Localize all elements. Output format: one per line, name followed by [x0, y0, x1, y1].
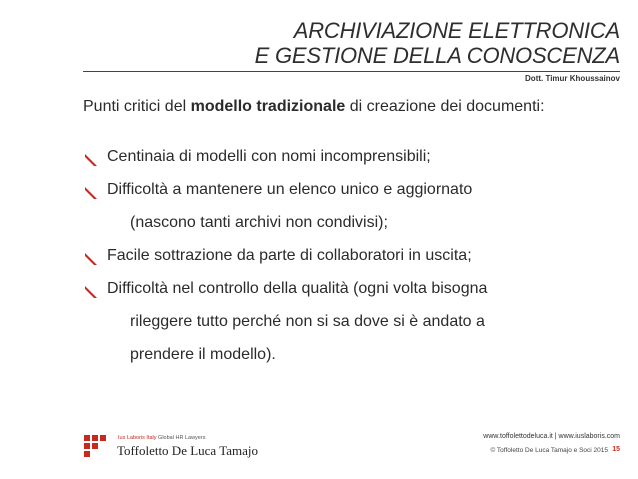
bullet-item — [85, 278, 625, 311]
bullet-item — [85, 245, 625, 278]
intro-bold: modello tradizionale — [190, 98, 346, 115]
bullet-continuation — [85, 344, 625, 377]
bullet-text: Difficoltà a mantenere un elenco unico e aggiornato — [107, 181, 473, 198]
slide-title-line2: E GESTIONE DELLA CONOSCENZA — [254, 43, 620, 68]
bullet-text: (nascono tanti archivi non condivisi); — [130, 214, 388, 231]
bullet-text: Difficoltà nel controllo della qualità (ogni volta bisogna — [107, 280, 488, 297]
slide-title-line1: ARCHIVIAZIONE ELETTRONICA — [293, 18, 620, 43]
footer-links[interactable]: www.toffolettodeluca.it | www.iuslaboris.com — [483, 433, 620, 440]
author-name: Dott. Timur Khoussainov — [525, 74, 620, 83]
logo-tagline-rest: Global HR Lawyers — [156, 435, 206, 441]
bullet-text: prendere il modello). — [130, 346, 276, 363]
logo-mark-icon — [84, 435, 106, 457]
intro-text — [83, 98, 545, 116]
bullet-list — [85, 146, 625, 377]
bullet-text: Centinaia di modelli con nomi incomprensibili; — [107, 148, 431, 165]
intro-after: di creazione dei documenti: — [345, 98, 545, 115]
footer-copyright: © Toffoletto De Luca Tamajo e Soci 2015 — [490, 447, 608, 454]
logo-tagline — [118, 435, 205, 441]
red-corner-bullet-icon — [85, 253, 97, 265]
intro-before: Punti critici del — [83, 98, 191, 115]
red-corner-bullet-icon — [85, 154, 97, 166]
bullet-continuation — [85, 212, 625, 245]
bullet-item — [85, 146, 625, 179]
page-number: 15 — [612, 446, 620, 453]
bullet-item — [85, 179, 625, 212]
red-corner-bullet-icon — [85, 187, 97, 199]
company-logo — [84, 433, 274, 461]
bullet-text: rileggere tutto perché non si sa dove si è andato a — [130, 313, 485, 330]
logo-firm-name: Toffoletto De Luca Tamajo — [117, 443, 259, 458]
title-divider — [83, 71, 620, 72]
bullet-continuation — [85, 311, 625, 344]
red-corner-bullet-icon — [85, 286, 97, 298]
logo-tagline-red: Ius Laboris Italy — [118, 435, 157, 441]
bullet-text: Facile sottrazione da parte di collaboratori in uscita; — [107, 247, 472, 264]
